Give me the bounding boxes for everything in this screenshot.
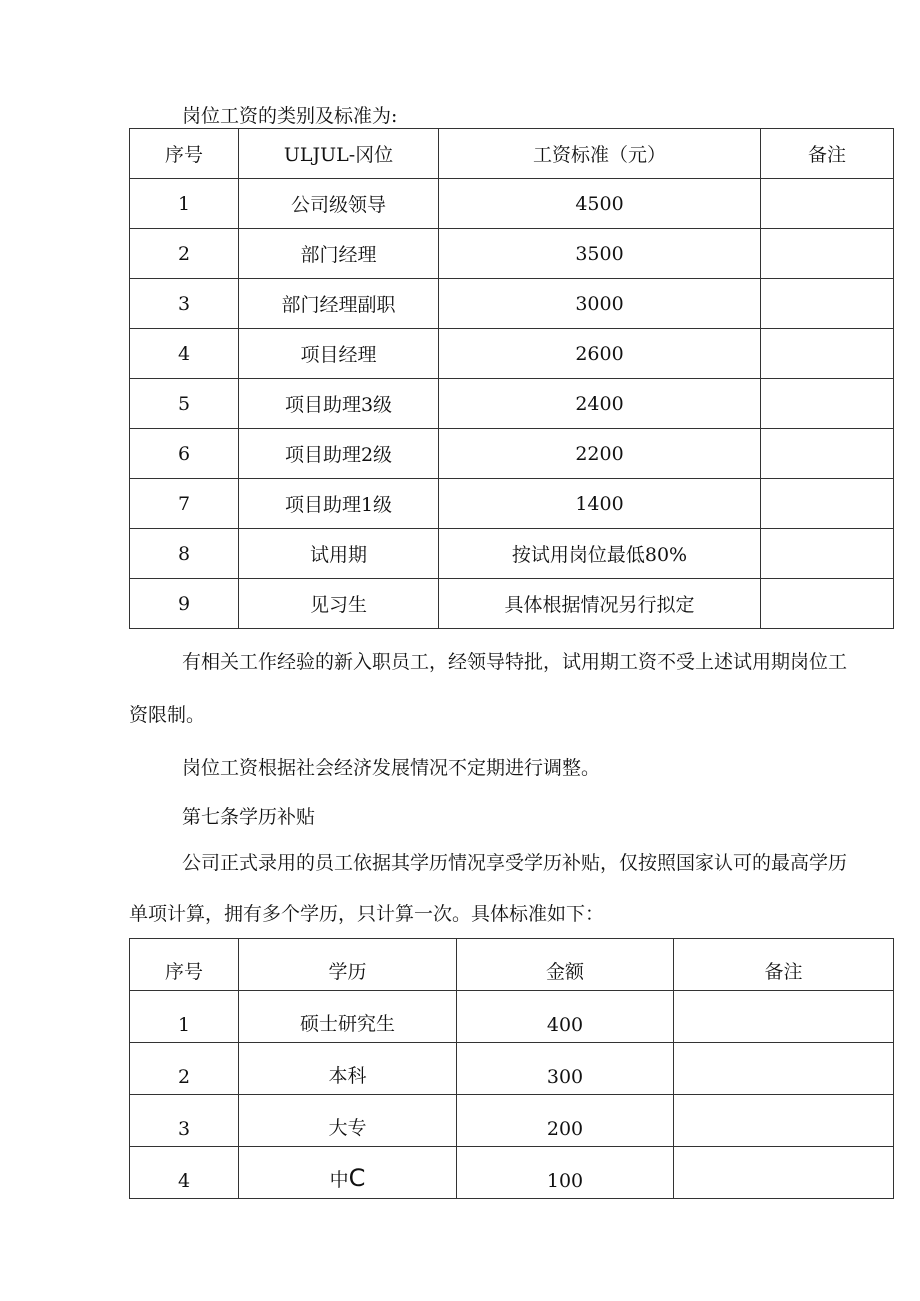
table-cell [674, 1095, 894, 1147]
table-row [130, 991, 894, 1043]
table-row [130, 379, 894, 429]
table-cell: 2 [130, 1043, 239, 1095]
table-cell: 6 [130, 429, 239, 479]
table-cell [761, 429, 894, 479]
table-cell: 大专 [239, 1095, 457, 1147]
table-cell: 项目助理1级 [239, 479, 439, 529]
table-cell: 按试用岗位最低80% [439, 529, 761, 579]
table-header-row [130, 939, 894, 991]
position-salary-table [129, 128, 894, 629]
table-cell: 1 [130, 991, 239, 1043]
table-cell [761, 479, 894, 529]
table-cell: 见习生 [239, 579, 439, 629]
paragraph-text: 资限制。 [129, 704, 206, 726]
table-row [130, 279, 894, 329]
table-cell: 2 [130, 229, 239, 279]
table-cell: 3 [130, 1095, 239, 1147]
table-cell: 3 [130, 279, 239, 329]
cell-text: 中 [329, 1169, 349, 1191]
table-header-row [130, 129, 894, 179]
table-cell: 2400 [439, 379, 761, 429]
table-cell [761, 379, 894, 429]
table-cell: 4500 [439, 179, 761, 229]
table-cell [674, 1043, 894, 1095]
table-cell: 部门经理副职 [239, 279, 439, 329]
table-cell: 2600 [439, 329, 761, 379]
table-cell: 4 [130, 1147, 239, 1199]
header-cell: 备注 [674, 939, 894, 991]
header-cell: 学历 [239, 939, 457, 991]
table-cell: 3000 [439, 279, 761, 329]
table-cell [761, 329, 894, 379]
table-row [130, 479, 894, 529]
table-cell: 9 [130, 579, 239, 629]
intro-text: 岗位工资的类别及标准为: [182, 105, 398, 127]
table-row [130, 179, 894, 229]
table-cell: 400 [457, 991, 674, 1043]
table-cell: 具体根据情况另行拟定 [439, 579, 761, 629]
table-cell [674, 991, 894, 1043]
header-cell: ULJUL-冈位 [239, 129, 439, 179]
education-allowance-table [129, 938, 894, 1199]
table-cell: 硕士研究生 [239, 991, 457, 1043]
header-cell: 备注 [761, 129, 894, 179]
table-cell [761, 179, 894, 229]
table-row [130, 1147, 894, 1199]
table-cell [239, 1147, 457, 1199]
table-cell: 公司级领导 [239, 179, 439, 229]
table-cell: 7 [130, 479, 239, 529]
paragraph-text: 单项计算，拥有多个学历，只计算一次。具体标准如下： [129, 903, 605, 925]
table-cell [761, 279, 894, 329]
table-cell [761, 529, 894, 579]
table-row [130, 529, 894, 579]
table-row [130, 1095, 894, 1147]
table-cell: 2200 [439, 429, 761, 479]
table-cell: 1400 [439, 479, 761, 529]
table-cell: 8 [130, 529, 239, 579]
paragraph-text: 有相关工作经验的新入职员工，经领导特批，试用期工资不受上述试用期岗位工 [182, 651, 848, 673]
table-cell: 试用期 [239, 529, 439, 579]
cell-suffix: C [348, 1164, 366, 1192]
table-row [130, 579, 894, 629]
table-cell: 1 [130, 179, 239, 229]
table-cell: 200 [457, 1095, 674, 1147]
paragraph-text: 岗位工资根据社会经济发展情况不定期进行调整。 [182, 757, 601, 779]
header-cell: 序号 [130, 939, 239, 991]
table-row [130, 1043, 894, 1095]
table-cell [674, 1147, 894, 1199]
table-cell [761, 229, 894, 279]
header-cell: 工资标准（元） [439, 129, 761, 179]
table-cell: 5 [130, 379, 239, 429]
table-cell: 3500 [439, 229, 761, 279]
table-cell: 300 [457, 1043, 674, 1095]
paragraph-text: 公司正式录用的员工依据其学历情况享受学历补贴，仅按照国家认可的最高学历 [182, 852, 848, 874]
table-cell: 项目经理 [239, 329, 439, 379]
table-row [130, 429, 894, 479]
table-cell [761, 579, 894, 629]
table-row [130, 329, 894, 379]
header-cell: 序号 [130, 129, 239, 179]
table-cell: 项目助理3级 [239, 379, 439, 429]
header-cell: 金额 [457, 939, 674, 991]
table-row [130, 229, 894, 279]
table-cell: 4 [130, 329, 239, 379]
table-cell: 100 [457, 1147, 674, 1199]
table-cell: 本科 [239, 1043, 457, 1095]
table-cell: 部门经理 [239, 229, 439, 279]
table-cell: 项目助理2级 [239, 429, 439, 479]
section-title: 第七条学历补贴 [182, 806, 316, 828]
